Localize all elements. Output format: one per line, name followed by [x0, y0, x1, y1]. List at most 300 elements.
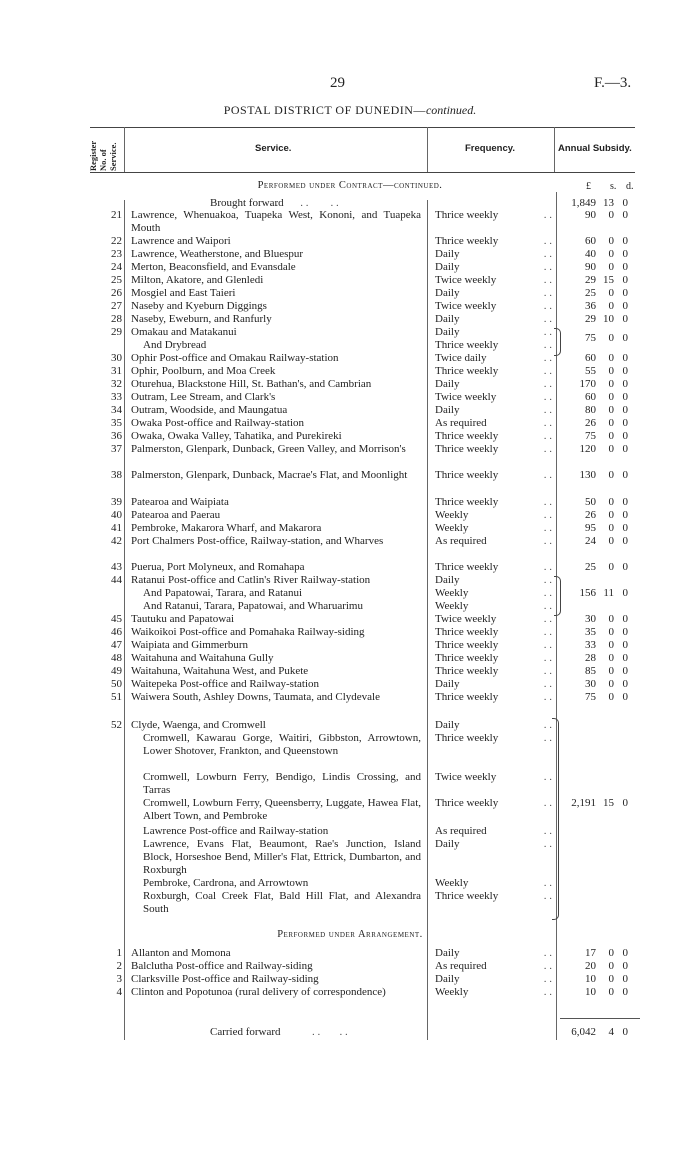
service-description: Balclutha Post-office and Railway-siding	[131, 960, 313, 972]
register-number: 3	[116, 973, 122, 985]
leader-dots: . .	[543, 600, 552, 612]
leader-dots: . .	[543, 986, 552, 998]
register-number: 38	[111, 469, 122, 481]
leader-dots: . .	[543, 261, 552, 273]
leader-dots: . .	[543, 626, 552, 638]
leader-dots: . .	[543, 678, 552, 690]
leader-dots: . .	[543, 430, 552, 442]
register-number: 47	[111, 639, 122, 651]
title-suffix: continued.	[425, 103, 477, 117]
subsidy-pence: 0	[622, 430, 628, 442]
frequency: Daily	[435, 287, 460, 299]
leader-dots: . .	[543, 665, 552, 677]
service-description: Ophir Post-office and Omakau Railway-station	[131, 352, 339, 364]
register-number: 48	[111, 652, 122, 664]
frequency: Thrice weekly	[435, 235, 499, 247]
subsidy-pounds: 26	[585, 509, 596, 521]
service-description: Lawrence Post-office and Railway-station	[143, 825, 329, 837]
leader-dots: . .	[543, 691, 552, 703]
leader-dots: . .	[543, 313, 552, 325]
frequency: Thrice weekly	[435, 665, 499, 677]
frequency: Daily	[435, 678, 460, 690]
subsidy-pence: 0	[622, 300, 628, 312]
leader-dots: . .	[543, 509, 552, 521]
service-description: Palmerston, Glenpark, Dunback, Green Valley, and Morrison's	[131, 443, 406, 455]
subsidy-pounds: 60	[585, 391, 596, 403]
brace-52	[552, 718, 559, 920]
service-header: Service.	[255, 143, 292, 154]
frequency: Twice daily	[435, 352, 487, 364]
subsidy-pounds: 120	[579, 443, 596, 455]
frequency: Daily	[435, 261, 460, 273]
page-number: 29	[330, 75, 345, 91]
subsidy-pounds: 130	[579, 469, 596, 481]
frequency-header: Frequency.	[465, 143, 515, 154]
service-description: Port Chalmers Post-office, Railway-station, and Wharves	[131, 535, 384, 547]
subsidy-pounds: 17	[585, 947, 596, 959]
subsidy-amount	[566, 960, 638, 973]
subsidy-amount	[566, 365, 638, 378]
service-description: Outram, Lee Stream, and Clark's	[131, 391, 276, 403]
register-number: 29	[111, 326, 122, 338]
leader-dots: . .	[543, 877, 552, 889]
leader-dots: . . . .	[312, 1026, 348, 1038]
frequency: Daily	[435, 838, 460, 850]
subsidy-shillings: 0	[608, 613, 614, 625]
subsidy-pounds: 55	[585, 365, 596, 377]
subsidy-amount	[566, 417, 638, 430]
register-number: 52	[111, 719, 122, 731]
service-description: Waiwera South, Ashley Downs, Taumata, and Clydevale	[131, 691, 380, 703]
subsidy-amount	[566, 469, 638, 482]
subsidy-shillings: 11	[603, 587, 614, 599]
title-text: POSTAL DISTRICT OF DUNEDIN—	[223, 103, 426, 117]
carried-forward-amount: 6,042 4 0	[571, 1026, 628, 1038]
service-description: Oturehua, Blackstone Hill, St. Bathan's, and Cambrian	[131, 378, 372, 390]
section-contract: Performed under Contract—continued.	[257, 180, 443, 191]
frequency: Thrice weekly	[435, 443, 499, 455]
subsidy-pence: 0	[622, 235, 628, 247]
leader-dots: . .	[543, 652, 552, 664]
subsidy-pence: 0	[622, 378, 628, 390]
leader-dots: . .	[543, 960, 552, 972]
register-number: 50	[111, 678, 122, 690]
header-divider-3	[554, 127, 555, 172]
subsidy-amount	[566, 248, 638, 261]
register-number: 45	[111, 613, 122, 625]
register-number: 30	[111, 352, 122, 364]
subsidy-pounds: 29	[585, 274, 596, 286]
subsidy-shillings: 0	[608, 300, 614, 312]
frequency: Thrice weekly	[435, 890, 499, 902]
subsidy-shillings: 0	[608, 209, 614, 221]
subsidy-amount	[566, 947, 638, 960]
subsidy-pence: 0	[622, 496, 628, 508]
header-bottom-rule	[90, 172, 635, 173]
subsidy-pence: 0	[622, 261, 628, 273]
leader-dots: . .	[543, 587, 552, 599]
subsidy-shillings: 15	[603, 274, 614, 286]
service-description: And Ratanui, Tarara, Papatowai, and Wharuarimu	[143, 600, 363, 612]
subsidy-pence: 0	[622, 287, 628, 299]
frequency: As required	[435, 825, 487, 837]
register-number: 40	[111, 509, 122, 521]
subsidy-pence: 0	[622, 691, 628, 703]
subsidy-amount	[566, 719, 638, 732]
service-description: Tautuku and Papatowai	[131, 613, 235, 625]
subsidy-amount	[566, 287, 638, 300]
subsidy-amount	[566, 652, 638, 665]
subsidy-pence: 0	[622, 313, 628, 325]
subsidy-amount	[566, 691, 638, 704]
subsidy-pence: 0	[622, 797, 628, 809]
subsidy-pounds: 26	[585, 417, 596, 429]
subsidy-shillings: 0	[608, 665, 614, 677]
service-description: Clinton and Popotunoa (rural delivery of correspondence)	[131, 986, 386, 998]
frequency: Daily	[435, 404, 460, 416]
service-description: Patearoa and Waipiata	[131, 496, 229, 508]
subsidy-pence: 0	[622, 469, 628, 481]
service-description: Waipiata and Gimmerburn	[131, 639, 249, 651]
subsidy-pounds: 24	[585, 535, 596, 547]
subsidy-pounds: 33	[585, 639, 596, 651]
carried-forward-label: Carried forward	[210, 1026, 281, 1038]
leader-dots: . .	[543, 574, 552, 586]
subsidy-amount	[566, 352, 638, 365]
subsidy-pounds: 85	[585, 665, 596, 677]
subsidy-amount	[566, 430, 638, 443]
subsidy-shillings: 0	[608, 469, 614, 481]
frequency: Daily	[435, 248, 460, 260]
leader-dots: . .	[543, 326, 552, 338]
service-description: Omakau and Matakanui	[131, 326, 237, 338]
frequency: Weekly	[435, 877, 469, 889]
register-number: 36	[111, 430, 122, 442]
subsidy-amount	[566, 626, 638, 639]
subsidy-pence: 0	[622, 960, 628, 972]
subsidy-pounds: 95	[585, 522, 596, 534]
leader-dots: . .	[543, 522, 552, 534]
subsidy-pence: 0	[622, 947, 628, 959]
subsidy-shillings: 0	[608, 973, 614, 985]
subsidy-shillings: 15	[603, 797, 614, 809]
subsidy-amount	[566, 678, 638, 691]
subsidy-amount	[566, 535, 638, 548]
subsidy-shillings: 0	[608, 522, 614, 534]
register-number: 33	[111, 391, 122, 403]
frequency: Weekly	[435, 600, 469, 612]
subsidy-shillings: 0	[608, 261, 614, 273]
leader-dots: . .	[543, 947, 552, 959]
subsidy-pence: 0	[622, 509, 628, 521]
service-description: Lawrence, Weatherstone, and Bluespur	[131, 248, 304, 260]
brought-forward-label: Brought forward	[210, 197, 284, 209]
section-arrangement: Performed under Arrangement.	[277, 929, 423, 940]
subsidy-pence: 0	[622, 443, 628, 455]
subsidy-pence: 0	[622, 365, 628, 377]
frequency: Twice weekly	[435, 771, 497, 783]
leader-dots: . .	[543, 771, 552, 783]
subsidy-amount	[566, 313, 638, 326]
subsidy-amount	[566, 986, 638, 999]
register-label-1: Register	[88, 140, 98, 171]
service-description: Naseby, Eweburn, and Ranfurly	[131, 313, 272, 325]
service-description: Palmerston, Glenpark, Dunback, Macrae's Flat, and Moonlight	[131, 469, 408, 481]
subsidy-shillings: 0	[608, 509, 614, 521]
register-number: 49	[111, 665, 122, 677]
frequency: Daily	[435, 326, 460, 338]
subsidy-pounds: 29	[585, 313, 596, 325]
subsidy-shillings: 0	[608, 639, 614, 651]
subsidy-pence: 0	[622, 209, 628, 221]
service-description: Lawrence and Waipori	[131, 235, 231, 247]
register-number: 34	[111, 404, 122, 416]
service-description: Puerua, Port Molyneux, and Romahapa	[131, 561, 305, 573]
subsidy-amount	[566, 522, 638, 535]
service-description: Outram, Woodside, and Maungatua	[131, 404, 288, 416]
leader-dots: . .	[543, 365, 552, 377]
page-title	[0, 103, 700, 118]
subsidy-pence: 0	[622, 665, 628, 677]
subsidy-pounds: 25	[585, 287, 596, 299]
subsidy-amount	[566, 404, 638, 417]
currency-pounds: £	[586, 181, 591, 192]
register-number: 21	[111, 209, 122, 221]
subsidy-shillings: 0	[608, 960, 614, 972]
service-description: Waitahuna, Waitahuna West, and Pukete	[131, 665, 309, 677]
subsidy-amount	[566, 771, 638, 784]
subsidy-pounds: 75	[585, 691, 596, 703]
subsidy-pounds: 90	[585, 261, 596, 273]
subsidy-pounds: 170	[579, 378, 596, 390]
subsidy-shillings: 0	[608, 365, 614, 377]
service-description: Allanton and Momona	[131, 947, 231, 959]
subsidy-shillings: 0	[608, 986, 614, 998]
service-description: Clarksville Post-office and Railway-siding	[131, 973, 319, 985]
leader-dots: . .	[543, 797, 552, 809]
subsidy-shillings: 0	[608, 652, 614, 664]
document-reference: F.—3.	[594, 75, 632, 91]
subsidy-pounds: 75	[585, 430, 596, 442]
subsidy-shillings: 0	[608, 391, 614, 403]
service-description: Naseby and Kyeburn Diggings	[131, 300, 267, 312]
frequency: Thrice weekly	[435, 639, 499, 651]
subsidy-pence: 0	[622, 352, 628, 364]
subsidy-pence: 0	[622, 274, 628, 286]
frequency: Thrice weekly	[435, 732, 499, 744]
service-description: Pembroke, Cardrona, and Arrowtown	[143, 877, 309, 889]
register-number: 37	[111, 443, 122, 455]
total-rule	[560, 1018, 640, 1019]
frequency: As required	[435, 417, 487, 429]
frequency: As required	[435, 960, 487, 972]
subsidy-amount	[566, 261, 638, 274]
frequency: Weekly	[435, 509, 469, 521]
leader-dots: . .	[543, 561, 552, 573]
subsidy-pence: 0	[622, 973, 628, 985]
leader-dots: . .	[543, 404, 552, 416]
service-description: Waitepeka Post-office and Railway-station	[131, 678, 319, 690]
service-description: Patearoa and Paerau	[131, 509, 221, 521]
subsidy-pounds: 20	[585, 960, 596, 972]
subsidy-pounds: 10	[585, 986, 596, 998]
subsidy-amount	[566, 235, 638, 248]
service-description: Lawrence, Evans Flat, Beaumont, Rae's Junction, Island Block, Horseshoe Bend, Miller's Flat, Ettrick, Dumbarton, and Roxburgh	[143, 838, 421, 876]
subsidy-header: Annual Subsidy.	[558, 143, 632, 154]
leader-dots: . .	[543, 639, 552, 651]
subsidy-amount	[566, 732, 638, 745]
register-number: 28	[111, 313, 122, 325]
frequency: Thrice weekly	[435, 691, 499, 703]
leader-dots: . .	[543, 973, 552, 985]
register-number: 23	[111, 248, 122, 260]
register-number: 24	[111, 261, 122, 273]
frequency: Daily	[435, 574, 460, 586]
register-number: 1	[116, 947, 122, 959]
service-description: And Drybread	[143, 339, 207, 351]
subsidy-pounds: 75	[585, 332, 596, 344]
leader-dots: . .	[543, 732, 552, 744]
subsidy-shillings: 0	[608, 443, 614, 455]
frequency: Thrice weekly	[435, 652, 499, 664]
frequency: Thrice weekly	[435, 496, 499, 508]
subsidy-pence: 0	[622, 332, 628, 344]
subsidy-amount	[566, 825, 638, 838]
frequency: Daily	[435, 947, 460, 959]
brace-44	[554, 576, 561, 616]
register-header	[84, 131, 124, 171]
service-description: Waikoikoi Post-office and Pomahaka Railway-siding	[131, 626, 365, 638]
column-rule-frequency	[427, 200, 428, 1040]
service-description: Lawrence, Whenuakoa, Tuapeka West, Kononi, and Tuapeka Mouth	[131, 209, 421, 234]
register-number: 35	[111, 417, 122, 429]
subsidy-shillings: 0	[608, 561, 614, 573]
leader-dots: . .	[543, 209, 552, 221]
subsidy-pence: 0	[622, 404, 628, 416]
frequency: Weekly	[435, 986, 469, 998]
subsidy-pence: 0	[622, 391, 628, 403]
register-number: 22	[111, 235, 122, 247]
register-number: 26	[111, 287, 122, 299]
subsidy-amount	[566, 890, 638, 903]
subsidy-pounds: 50	[585, 496, 596, 508]
frequency: Thrice weekly	[435, 626, 499, 638]
leader-dots: . .	[543, 391, 552, 403]
subsidy-shillings: 0	[608, 332, 614, 344]
frequency: Daily	[435, 973, 460, 985]
register-number: 4	[116, 986, 122, 998]
register-number: 42	[111, 535, 122, 547]
subsidy-shillings: 0	[608, 352, 614, 364]
service-description: Cromwell, Lowburn Ferry, Queensberry, Luggate, Hawea Flat, Albert Town, and Pembroke	[143, 797, 421, 822]
service-description: Owaka Post-office and Railway-station	[131, 417, 305, 429]
subsidy-shillings: 0	[608, 535, 614, 547]
subsidy-pounds: 60	[585, 352, 596, 364]
frequency: Daily	[435, 378, 460, 390]
frequency: Thrice weekly	[435, 339, 499, 351]
subsidy-pence: 0	[622, 561, 628, 573]
column-rule-service	[124, 200, 125, 1040]
subsidy-pounds: 10	[585, 973, 596, 985]
register-number: 44	[111, 574, 122, 586]
subsidy-pence: 0	[622, 678, 628, 690]
subsidy-pounds: 35	[585, 626, 596, 638]
header-divider-2	[427, 127, 428, 172]
subsidy-pence: 0	[622, 652, 628, 664]
service-description: Cromwell, Lowburn Ferry, Bendigo, Lindis Crossing, and Tarras	[143, 771, 421, 796]
header-divider-1	[124, 127, 125, 172]
service-description: Mosgiel and East Taieri	[131, 287, 236, 299]
subsidy-pounds: 28	[585, 652, 596, 664]
frequency: Thrice weekly	[435, 430, 499, 442]
subsidy-shillings: 0	[608, 378, 614, 390]
register-number: 2	[116, 960, 122, 972]
leader-dots: . .	[543, 838, 552, 850]
leader-dots: . .	[543, 248, 552, 260]
subsidy-pounds: 60	[585, 235, 596, 247]
leader-dots: . .	[543, 613, 552, 625]
service-description: Owaka, Owaka Valley, Tahatika, and Purekireki	[131, 430, 342, 442]
service-description: Cromwell, Kawarau Gorge, Waitiri, Gibbston, Arrowtown, Lower Shotover, Frankton, and Queenstown	[143, 732, 421, 757]
subsidy-amount	[566, 443, 638, 456]
leader-dots: . .	[543, 339, 552, 351]
subsidy-amount	[566, 665, 638, 678]
subsidy-shillings: 0	[608, 248, 614, 260]
subsidy-shillings: 0	[608, 626, 614, 638]
service-description: Waitahuna and Waitahuna Gully	[131, 652, 274, 664]
subsidy-shillings: 0	[608, 678, 614, 690]
subsidy-amount	[566, 600, 638, 613]
subsidy-amount	[566, 797, 638, 810]
register-number: 32	[111, 378, 122, 390]
subsidy-pounds: 40	[585, 248, 596, 260]
frequency: Twice weekly	[435, 613, 497, 625]
subsidy-pounds: 90	[585, 209, 596, 221]
currency-pence: d.	[626, 181, 634, 192]
frequency: Thrice weekly	[435, 561, 499, 573]
register-number: 51	[111, 691, 122, 703]
subsidy-pence: 0	[622, 587, 628, 599]
register-label-2: No. of	[98, 149, 108, 171]
frequency: Daily	[435, 719, 460, 731]
subsidy-pounds: 25	[585, 561, 596, 573]
frequency: Thrice weekly	[435, 797, 499, 809]
subsidy-amount	[566, 209, 638, 222]
subsidy-amount	[566, 339, 638, 352]
subsidy-amount	[566, 561, 638, 574]
leader-dots: . .	[543, 719, 552, 731]
subsidy-pounds: 36	[585, 300, 596, 312]
frequency: Twice weekly	[435, 391, 497, 403]
leader-dots: . .	[543, 496, 552, 508]
subsidy-pence: 0	[622, 417, 628, 429]
service-description: Ophir, Poolburn, and Moa Creek	[131, 365, 276, 377]
subsidy-shillings: 10	[603, 313, 614, 325]
brought-forward-amount: 1,849 13 0	[571, 197, 628, 209]
brace-29	[554, 328, 561, 356]
subsidy-amount	[566, 391, 638, 404]
subsidy-amount	[566, 574, 638, 587]
leader-dots: . .	[543, 417, 552, 429]
leader-dots: . .	[543, 825, 552, 837]
leader-dots: . .	[543, 235, 552, 247]
subsidy-shillings: 0	[608, 430, 614, 442]
leader-dots: . .	[543, 352, 552, 364]
frequency: Thrice weekly	[435, 469, 499, 481]
subsidy-shillings: 0	[608, 496, 614, 508]
frequency: Daily	[435, 313, 460, 325]
frequency: Twice weekly	[435, 274, 497, 286]
